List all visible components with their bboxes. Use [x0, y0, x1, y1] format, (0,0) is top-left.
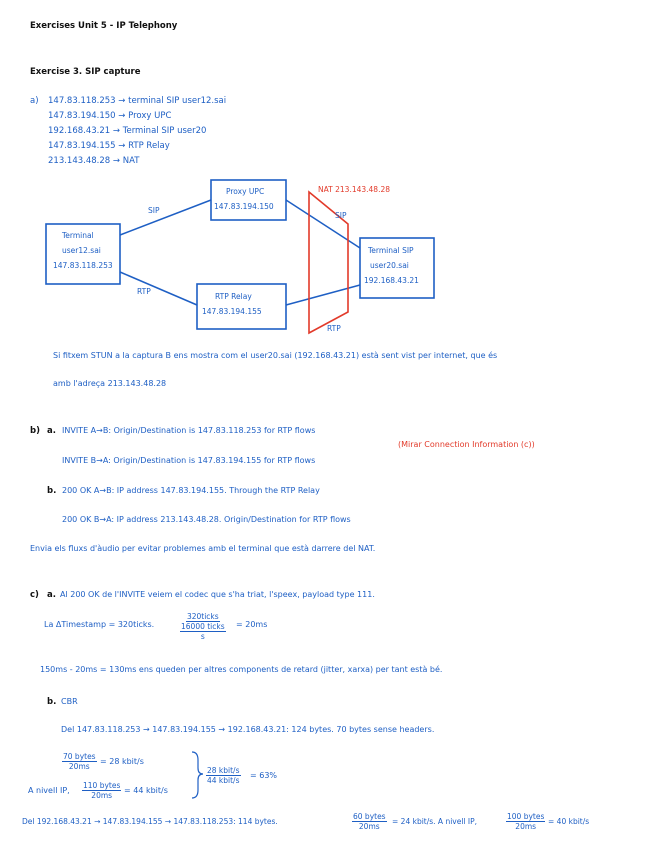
flow-1: Del 147.83.118.253 → 147.83.194.155 → 192.168.43.21: 124 bytes. 70 bytes sense headers.	[61, 725, 435, 734]
latency-line: 150ms - 20ms = 130ms ens queden per altres components de retard (jitter, xarxa) per tant està bé.	[40, 665, 443, 674]
flow-2: Del 192.168.43.21 → 147.83.194.155 → 147.83.118.253: 114 bytes.	[22, 817, 278, 826]
mapping-4: 147.83.194.155 → RTP Relay	[48, 141, 170, 151]
part-c-label: c)	[30, 590, 39, 600]
terminal-left-line2: user12.sai	[62, 246, 101, 255]
g1-num: 60 bytes	[353, 812, 386, 821]
proxy-line2: 147.83.194.150	[214, 202, 274, 211]
g1-den: 20ms	[358, 822, 380, 831]
terminal-right-line3: 192.168.43.21	[364, 276, 419, 285]
f1-result: = 28 kbit/s	[100, 757, 144, 766]
ratio-result: = 63%	[250, 771, 278, 780]
nat-label: NAT 213.143.48.28	[318, 185, 390, 194]
relay-line1: RTP Relay	[215, 292, 252, 301]
mapping-2: 147.83.194.150 → Proxy UPC	[48, 111, 172, 121]
f1-num: 70 bytes	[63, 752, 96, 761]
g2-den: 20ms	[515, 822, 537, 831]
g1-fraction	[352, 812, 387, 831]
exercise-title: Exercise 3. SIP capture	[30, 67, 141, 77]
page-title: Exercises Unit 5 - IP Telephony	[30, 21, 178, 31]
connection-info-note: (Mirar Connection Information (c))	[398, 440, 535, 449]
proxy-line1: Proxy UPC	[226, 187, 265, 196]
f1-den: 20ms	[68, 762, 90, 771]
stun-line-1: Si fitxem STUN a la captura B ens mostra com el user20.sai (192.168.43.21) està sent vist per internet, que és	[53, 351, 498, 360]
part-c-b-label: b.	[47, 697, 57, 707]
rtp-label-left: RTP	[137, 287, 151, 296]
part-b-b-label: b.	[47, 486, 57, 496]
ratio-fraction	[206, 766, 241, 785]
f2-result: = 44 kbit/s	[124, 786, 168, 795]
right-brace	[192, 752, 203, 798]
timestamp-prefix: La ΔTimestamp = 320ticks.	[44, 620, 155, 629]
g2-result: = 40 kbit/s	[548, 817, 590, 826]
part-b-conclusion: Envia els fluxs d'àudio per evitar problemes amb el terminal que està darrere del NAT.	[30, 544, 376, 553]
invite-a-b: INVITE A→B: Origin/Destination is 147.83.118.253 for RTP flows	[62, 426, 316, 435]
g2-fraction	[506, 812, 545, 831]
ok-a-b: 200 OK A→B: IP address 147.83.194.155. Through the RTP Relay	[62, 486, 320, 495]
f2-prefix: A nivell IP,	[28, 786, 70, 795]
timestamp-result: = 20ms	[236, 620, 268, 629]
ratio-den: 44 kbit/s	[207, 776, 240, 785]
timestamp-frac-inner-den: s	[200, 632, 205, 641]
f2-den: 20ms	[91, 791, 113, 800]
g1-result: = 24 kbit/s. A nivell IP,	[392, 817, 478, 826]
terminal-right-line2: user20.sai	[370, 261, 409, 270]
terminal-left-line3: 147.83.118.253	[53, 261, 113, 270]
invite-b-a: INVITE B→A: Origin/Destination is 147.83.194.155 for RTP flows	[62, 456, 316, 465]
mapping-1: 147.83.118.253 → terminal SIP user12.sai	[48, 96, 227, 106]
terminal-right-line1: Terminal SIP	[368, 246, 414, 255]
cbr-label: CBR	[61, 697, 78, 706]
sip-label-left: SIP	[148, 206, 160, 215]
relay-line2: 147.83.194.155	[202, 307, 262, 316]
mapping-3: 192.168.43.21 → Terminal SIP user20	[48, 126, 207, 136]
part-a-label: a)	[30, 96, 39, 106]
part-b-a-label: a.	[47, 426, 56, 436]
terminal-left-line1: Terminal	[62, 231, 94, 240]
mapping-5: 213.143.48.28 → NAT	[48, 156, 140, 166]
ratio-num: 28 kbit/s	[207, 766, 240, 775]
rtp-label-right: RTP	[327, 324, 341, 333]
timestamp-frac-num: 320ticks	[186, 612, 219, 621]
sip-label-right: SIP	[335, 211, 347, 220]
part-b-label: b)	[30, 426, 40, 436]
codec-line: Al 200 OK de l'INVITE veiem el codec que s'ha triat, l'speex, payload type 111.	[60, 590, 375, 599]
g2-num: 100 bytes	[507, 812, 545, 821]
part-c-a-label: a.	[47, 590, 56, 600]
timestamp-frac-inner-num: 16000 ticks	[181, 622, 225, 631]
ok-b-a: 200 OK B→A: IP address 213.143.48.28. Origin/Destination for RTP flows	[62, 515, 351, 524]
f2-num: 110 bytes	[83, 781, 121, 790]
stun-line-2: amb l'adreça 213.143.48.28	[53, 379, 167, 388]
